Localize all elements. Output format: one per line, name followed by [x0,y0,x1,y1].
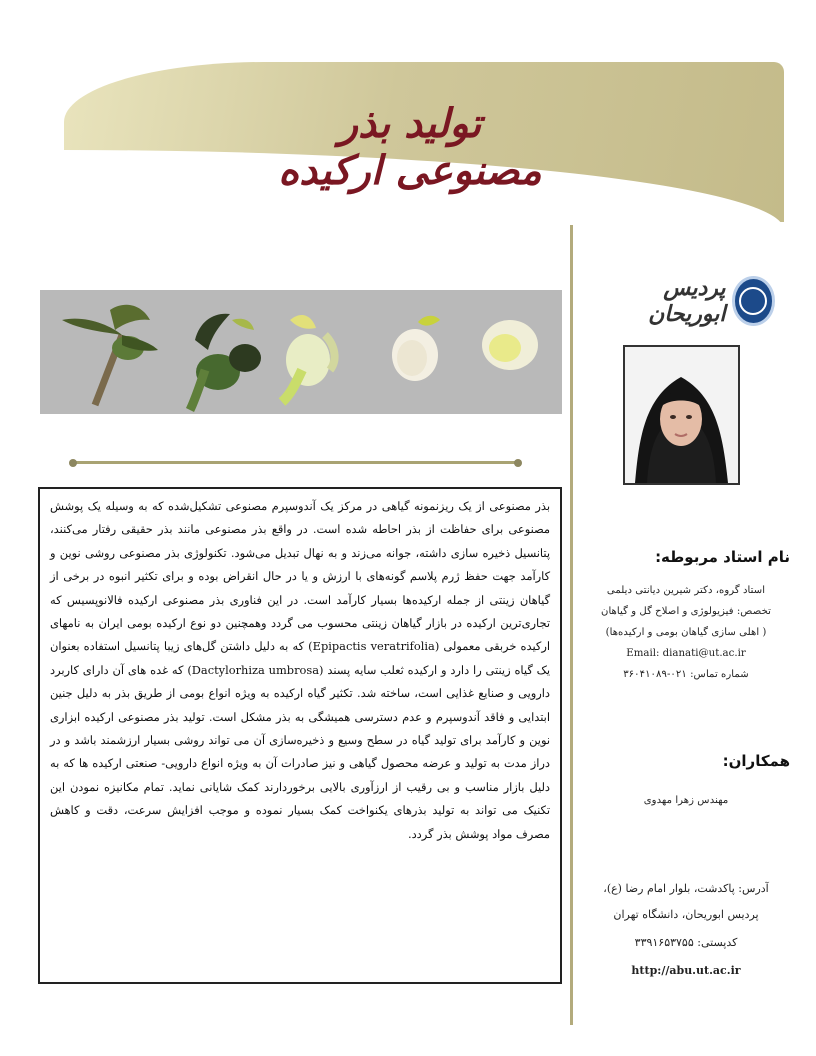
university-logo [600,270,775,332]
address-line-1: آدرس: پاکدشت، بلوار امام رضا (ع)، [603,882,769,895]
colleagues-section [582,752,790,811]
orchid-development-image [40,290,562,414]
professor-section [582,548,790,685]
professor-phone: شماره تماس: ۰۲۱-۳۶۰۴۱۰۸۹ [623,669,749,680]
horizontal-divider [73,461,518,464]
colleague-name: مهندس زهرا مهدوی [643,795,729,806]
professor-specialty-detail: ( اهلی سازی گیاهان بومی و ارکیده‌ها) [605,627,767,638]
page-title: تولید بذر مصنوعی ارکیده [278,100,542,194]
vertical-divider [570,225,573,1025]
divider-dot [69,459,77,467]
address-section [582,876,790,984]
postal-code: کدپستی: ۳۳۹۱۶۵۳۷۵۵ [634,936,738,949]
professor-heading: نام استاد مربوطه: [655,548,790,566]
campus-name: پردیس ابوریحان [648,275,726,327]
professor-photo [623,345,740,485]
divider-dot [514,459,522,467]
professor-name: استاد گروه، دکتر شیرین دیانتی دیلمی [606,585,766,596]
professor-email[interactable]: Email: dianati@ut.ac.ir [626,648,746,659]
address-line-2: پردیس ابوریحان، دانشگاه تهران [613,908,759,921]
main-text-box [38,487,562,984]
professor-specialty: تخصص: فیزیولوژی و اصلاح گل و گیاهان [600,606,772,617]
main-body-text: بذر مصنوعی از یک ریزنمونه گیاهی در مرکز یک آندوسپرم مصنوعی تشکیل‌شده که به وسیله یک پوشش مصنوعی برای حفاظت از بذر احاطه شده است. در واقع بذر مصنوعی مانند بذر حقیقی رفتار می‌کنند، پتانسیل ذخیره سازی داشته، جوانه می‌زند و به نهال تبدیل می‌شود. تکنولوژی بذر مصنوعی روشی نوین و کارآمد جهت حفظ ژرم پلاسم گونه‌های با ارزش و یا در حال انقراض بوده و برای تکثیر انبوه در برخی از گیاهان زینتی از جمله ارکیده‌ها بسیار کارآمد است. در این فناوری بذر مصنوعی ارکیده فالانوپسیس که تجاری‌ترین ارکیده در بازار گیاهان زینتی محسوب می گردد وهمچنین دو نوع ارکیده بومی ایران به نامهای ارکیده خربقی معمولی (Epipactis veratrifolia) که به دلیل داشتن گل‌های زیبا پتانسیل استفاده بعنوان یک گیاه زینتی را دارد و ارکیده ثعلب سایه پسند (Dactylorhiza umbrosa) که غده های آن دارای کاربرد دارویی و صنایع غذایی است، ساخته شد. تکثیر گیاه ارکیده به ویژه انواع بومی از طریق بذر به دلیل جنین ابتدایی و فاقد آندوسپرم و عدم دسترسی همیشگی به بذر مشکل است. تولید بذر مصنوعی ارکیده ابزاری نوین و کارآمد برای تولید گیاه در سطح وسیع و ذخیره‌سازی آن می تواند روشی بسیار ارزشمند باشد و در دراز مدت به تولید و عرضه محصول گیاهی و نیز صادرات آن به ویژه انواع دارویی- صنعتی ارکیده ها که به دلیل بازار مناسب و بی رقیب از ارزآوری بالایی برخوردارند کمک شایانی نماید. تمام مکانیزه نمودن این تکنیک می تواند به تولید بذرهای یکنواخت کمک بسیار نموده و موجب افزایش سرعت، دقت و کاهش مصرف مواد پوشش بذر گردد. [50,499,551,841]
university-seal-icon [732,276,775,326]
colleagues-heading: همکاران: [722,752,790,770]
website-link[interactable]: http://abu.ut.ac.ir [631,964,741,977]
